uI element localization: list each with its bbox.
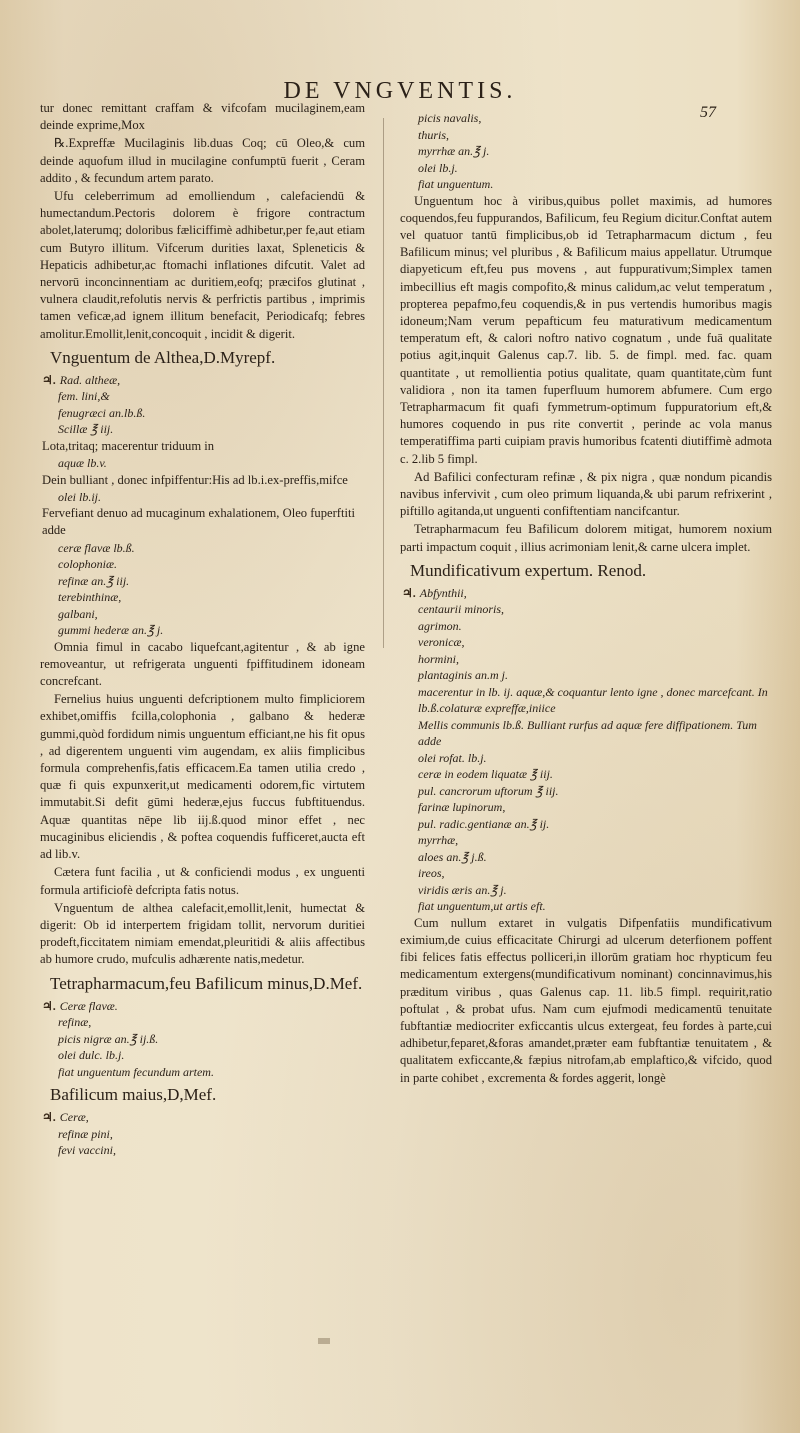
ingredient-line: [418, 832, 772, 849]
ingredient-text: Mellis communis lb.ß. Bulliant rurfus ad aquæ fere diffipationem. Tum adde: [418, 717, 757, 749]
ingredient-line: [418, 783, 772, 800]
ingredient-line: [402, 585, 772, 602]
ingredient-text: terebinthinæ,: [58, 590, 122, 605]
ingredient-line: [58, 421, 365, 438]
ingredient-text: gummi hederæ an.℥ j.: [58, 623, 164, 638]
ingredient-text: refinæ an.℥ iij.: [58, 573, 130, 588]
ingredient-line: [418, 684, 772, 717]
body-paragraph: Ufu celeberrimum ad emolliendum , calefaciendū & humectandum.Pectoris dolorem è frigore contractum abolet,laterumq; doloribus fæliciffimè adhibetur,per fe,aut etiam cum Butyro illitum. Vifcerum durities laxat, Spleneticis & Hepaticis adhibetur,ac ftomachi inflationes difcutit. Valet ad nervorū inconcinnentiam ac duritiem,eofq; præcifos glutinat , vulnera claudit,refolutis nervis & perfrictis partibus , imprimis tamen veficæ,ad ignem illitum benefacit, Periodicafq; febres amolitur.Emollit,lenit,concoquit , incidit & digerit.: [40, 189, 365, 341]
ingredient-text: picis navalis,: [418, 111, 482, 125]
body-paragraph: Tetrapharmacum feu Bafilicum dolorem mitigat, humorem noxium parti impactum coquit , illius acrimoniam lenit,& carne ulcera implet.: [400, 522, 772, 554]
ingredient-text: galbani,: [58, 606, 98, 621]
ingredient-text: colophoniæ.: [58, 557, 117, 572]
instruction-line: Dein bulliant , donec infpiffentur:His ad lb.i.ex-preffis,mifce: [42, 472, 348, 487]
ingredient-line: [58, 589, 365, 606]
ingredient-line: [58, 1064, 365, 1081]
ingredient-text: fiat unguentum,ut artis eft.: [418, 899, 546, 914]
ingredient-text: aquæ lb.v.: [58, 456, 107, 471]
ingredient-line: [42, 372, 365, 389]
ingredient-text: macerentur in lb. ij. aquæ,& coquantur lento igne , donec marcefcant. In lb.ß.colaturæ expreffæ,iniice: [418, 684, 768, 716]
body-paragraph: Unguentum hoc à viribus,quibus pollet maximis, ad humores coquendos,feu fuppurandos, Bafilicum, feu Regium dicitur.Conftat autem vel quatuor tantū fimplicibus,ob id Tetrapharmacum dictum , feu Bafilicum minus; vel pluribus , & Bafilicum maius appellatur. Utrumque diapyeticum eft,feu pus movens , aut fuppurativum;Simplex tamen imbecillius eft magis compofito,& minus calidum,ac velut temperatum , propterea pepafmo,feu coquendis,& in pus vertendis humoribus magis idoneum;Nam verum pepafticum feu maturativum medicamentum temperatum eft, & calori noftro nativo cognatum , unde fuā qualitate potius agit,inquit Galenus cap.7. lib. 5. de fimpl. med. fac. quam quantitate , ut remollientia potius qualitate, quam quantitate,cùm funt validiora , non ita tamen fuperfluum humorem abfumere. Cum ergo Tetrapharmacum fit quafi fymmetrum-optimum fuppuratorium eft,& humores coquendo in pus rite convertit , perinde ac vola manus temperatiffima parti cuipiam pravis humoribus fcatenti diutiffimè admota c. 2.lib 5 fimpl.: [400, 193, 772, 466]
ingredient-text: pul. cancrorum uftorum ℥ iij.: [418, 783, 559, 798]
body-paragraph: Omnia fimul in cacabo liquefcant,agitentur , & ab igne removeantur, ut refrigerata unguenti fpiffitudinem idoneam concrefcant.: [40, 639, 365, 689]
ingredient-line: [58, 540, 365, 557]
ingredient-line: [418, 143, 772, 160]
ingredient-text: centaurii minoris,: [418, 602, 504, 617]
ingredient-text: picis nigræ an.℥ ij.ß.: [58, 1031, 159, 1046]
ingredient-text: olei dulc. lb.j.: [58, 1048, 125, 1063]
ingredient-line: [58, 1142, 365, 1159]
ingredient-text: Ceræ,: [59, 1110, 89, 1125]
ingredient-text: plantaginis an.m j.: [418, 668, 509, 683]
recipe-title: Mundificativum expertum. Renod.: [410, 560, 647, 580]
ingredient-text: refinæ,: [58, 1015, 92, 1030]
ingredient-text: hormini,: [418, 651, 460, 666]
recipe-symbol: ♃.: [42, 372, 56, 387]
ingredient-text: pul. radic.gentianæ an.℥ ij.: [418, 816, 550, 831]
left-column: [40, 100, 365, 1159]
ingredient-text: refinæ pini,: [58, 1126, 113, 1141]
recipe-title: Bafilicum maius,D,Mef.: [50, 1085, 217, 1105]
recipe-title: Tetrapharmacum,feu Bafilicum minus,D.Mef.: [50, 973, 363, 993]
ingredient-text: myrrhæ,: [418, 833, 459, 848]
page-number: 57: [700, 104, 716, 121]
ingredient-line: [418, 618, 772, 635]
ingredient-text: viridis æris an.℥ j.: [418, 882, 507, 897]
ingredient-line: [418, 127, 772, 144]
ingredient-line: [418, 667, 772, 684]
ingredient-line: [418, 882, 772, 899]
ingredient-text: Rad. altheæ,: [59, 372, 121, 387]
ingredient-text: fem. lini,&: [58, 389, 110, 404]
ingredient-line: [42, 998, 365, 1015]
ingredient-line: [418, 865, 772, 882]
ingredient-line: [418, 160, 772, 177]
ingredient-line: [58, 455, 365, 472]
ingredient-line: [58, 388, 365, 405]
right-column: [400, 110, 772, 1088]
ingredient-line: [418, 816, 772, 833]
ingredient-text: Scillæ ℥ iij.: [58, 422, 114, 437]
body-paragraph: ℞.Expreffæ Mucilaginis lib.duas Coq; cū Oleo,& cum deinde aquofum illud in mucilagine confumptū fuerit , Ceram addito , & fecundum artem parato.: [40, 136, 365, 185]
ingredient-line: [58, 1031, 365, 1048]
running-head: DE VNGVENTIS.: [283, 78, 517, 104]
ingredient-text: myrrhæ an.℥ j.: [418, 144, 490, 158]
ingredient-line: [58, 556, 365, 573]
ingredient-line: [42, 1109, 365, 1126]
ingredient-text: ceræ in eodem liquatæ ℥ iij.: [418, 767, 553, 782]
ingredient-line: [418, 750, 772, 767]
ingredient-line: [418, 849, 772, 866]
recipe-symbol: ♃.: [42, 1110, 56, 1125]
ingredient-line: [58, 622, 365, 639]
ingredient-line: [418, 898, 772, 915]
recipe-symbol: ♃.: [402, 585, 416, 600]
ingredient-line: [58, 489, 365, 506]
ingredient-line: [418, 766, 772, 783]
body-paragraph: Cum nullum extaret in vulgatis Difpenfatiis mundificativum eximium,de cuius efficacitate Chirurgi ad ulcerum deterfionem poffent fibi felices fatis effectus polliceri,in illorūm gratiam hoc rhypticum feu medicamentum extergens(mundificativum nominant) concinnavimus,his præditum viribus , quas Galenus cap. 11. lib.5 fimpl. requirit,ratio poftulat , & probat ufus. Nam cum ejufmodi medicamentū tenuitate fubftantiæ mediocriter exficcantis ulcus extergeat, feu fordes à parte,cui adhibetur,feparet,&foras amandet,præter eam fubftantiæ tenuitatem , & qualitatem exficcante,& fæpius nitrofam,ab emplaftico,& vifcido, quod in parte cohibet , excrementa & fordes aggerit, longè: [400, 915, 772, 1085]
body-paragraph: Vnguentum de althea calefacit,emollit,lenit, humectat & digerit: Ob id interpertem frigidam tollit, nervorum duritiei prodeft,ficcitatem nimiam emendat,pleuritidi & aliis affectibus ab humore crudo, mufculis adhærente natis,medetur.: [40, 900, 365, 967]
ingredient-line: [58, 606, 365, 623]
ingredient-line: [58, 1047, 365, 1064]
ingredient-line: [418, 799, 772, 816]
ingredient-text: farinæ lupinorum,: [418, 800, 506, 815]
ingredient-line: [418, 601, 772, 618]
ingredient-text: olei rofat. lb.j.: [418, 750, 487, 765]
ingredient-line: [58, 1126, 365, 1143]
ingredient-text: veronicæ,: [418, 635, 465, 650]
ingredient-text: Abfynthii,: [419, 585, 467, 600]
ingredient-text: fevi vaccini,: [58, 1143, 116, 1158]
ingredient-text: olei lb.j.: [418, 160, 458, 175]
ingredient-text: thuris,: [418, 127, 450, 142]
ingredient-text: Ceræ flavæ.: [59, 998, 118, 1013]
ingredient-line: [58, 573, 365, 590]
recipe-title: Vnguentum de Althea,D.Myrepf.: [50, 347, 276, 367]
ingredient-text: agrimon.: [418, 618, 462, 633]
ingredient-line: [58, 405, 365, 422]
instruction-line: Lota,tritaq; macerentur triduum in: [42, 438, 215, 453]
ingredient-text: ireos,: [418, 866, 445, 881]
recipe-symbol: ♃.: [42, 998, 56, 1013]
ingredient-text: olei lb.ij.: [58, 489, 101, 504]
ingredient-line: [418, 110, 772, 127]
ingredient-line: [418, 634, 772, 651]
ingredient-line: [418, 176, 772, 193]
instruction-line: Fervefiant denuo ad mucaginum exhalationem, Oleo fuperftiti adde: [42, 506, 355, 538]
column-rule: [383, 118, 384, 648]
body-paragraph: tur donec remittant craffam & vifcofam mucilaginem,eam deinde exprime,Mox: [40, 101, 365, 133]
ingredient-text: ceræ flavæ lb.ß.: [58, 540, 135, 555]
ingredient-text: fiat unguentum.: [418, 177, 494, 191]
ingredient-line: [418, 651, 772, 668]
paper-mark: [318, 1338, 330, 1344]
ingredient-text: fiat unguentum fecundum artem.: [58, 1064, 214, 1079]
ingredient-line: [58, 1014, 365, 1031]
body-paragraph: Cætera funt facilia , ut & conficiendi modus , ex unguenti formula artificiofè defcripta fatis notus.: [40, 865, 365, 897]
body-paragraph: Ad Bafilici confecturam refinæ , & pix nigra , quæ nondum picandis navibus infervivit , cum oleo primum liquanda,& ubi parum refrixerint , piftillo agitanda,ut unguenti confiftentiam nancifcantur.: [400, 469, 772, 519]
ingredient-text: fenugræci an.lb.ß.: [58, 405, 146, 420]
ingredient-line: [418, 717, 772, 750]
ingredient-text: aloes an.℥ j.ß.: [418, 849, 487, 864]
body-paragraph: Fernelius huius unguenti defcriptionem multo fimpliciorem exhibet,omiffis fcilla,colophonia , galbano & hederæ gummi,quòd fordidum nimis unguentum efficiant,ne his fit opus , ad digerentem unguenti vim augendam, ex aliis fimplicibus formula comprehenfis,fatis efficacem.Ea tamen utilia credo , quæ fi quis expunxerit,ut medicamenti odorem,fic virtutem immutabit.Si defit gūmi hederæ,ejus fuccus fubftituendus. Aquæ quantitas nēpe lib iij.ß.quod minor effet , nec mucaginibus eliciendis , & poftea coquendis fufficeret,aucta eft ad lib.v.: [40, 692, 365, 862]
